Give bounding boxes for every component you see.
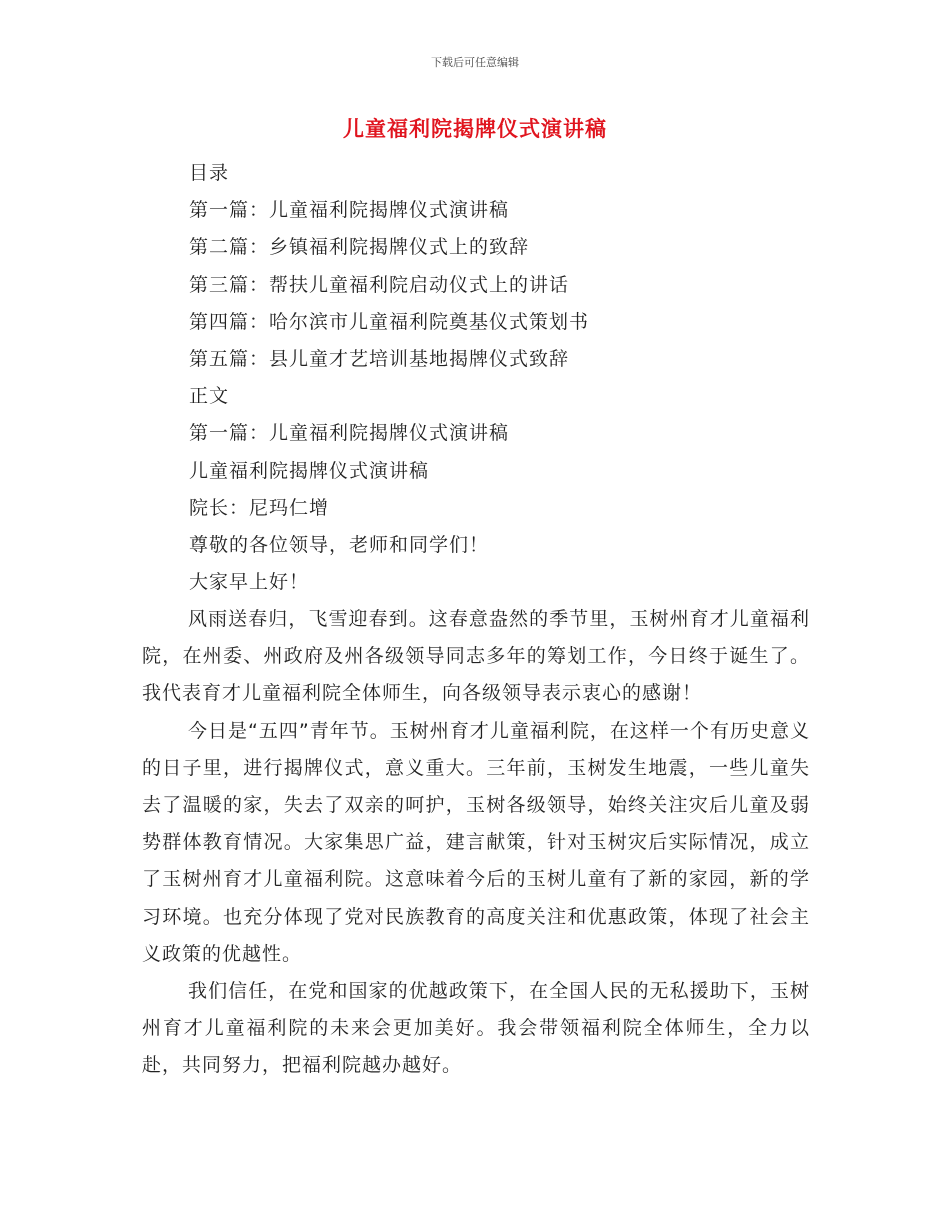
toc-item-5: 第五篇：县儿童才艺培训基地揭牌仪式致辞 xyxy=(189,347,570,370)
greeting: 大家早上好！ xyxy=(189,571,310,594)
toc-heading: 目录 xyxy=(189,162,230,184)
paragraph-1: 风雨送春归，飞雪迎春到。这春意盎然的季节里，玉树州育才儿童福利院，在州委、州政府及州各级领导同志多年的筹划工作，今日终于诞生了。我代表育才儿童福利院全体师生，向各级领导表示衷心的感谢！ xyxy=(142,608,810,705)
speaker-line: 院长：尼玛仁增 xyxy=(189,496,330,519)
section-heading: 第一篇：儿童福利院揭牌仪式演讲稿 xyxy=(189,422,510,445)
header-note: 下载后可任意编辑 xyxy=(431,56,519,69)
salutation: 尊敬的各位领导，老师和同学们！ xyxy=(189,533,490,556)
document-title: 儿童福利院揭牌仪式演讲稿 xyxy=(343,117,607,141)
paragraph-3: 我们信任，在党和国家的优越政策下，在全国人民的无私援助下，玉树州育才儿童福利院的未来会更加美好。我会带领福利院全体师生，全力以赴，共同努力，把福利院越办越好。 xyxy=(142,980,810,1077)
toc-item-3: 第三篇：帮扶儿童福利院启动仪式上的讲话 xyxy=(189,273,570,296)
body-heading: 正文 xyxy=(189,385,230,408)
paragraph-2: 今日是“五四”青年节。玉树州育才儿童福利院，在这样一个有历史意义的日子里，进行揭牌仪式，意义重大。三年前，玉树发生地震，一些儿童失去了温暖的家，失去了双亲的呵护，玉树各级领导，始终关注灾后儿童及弱势群体教育情况。大家集思广益，建言献策，针对玉树灾后实际情况，成立了玉树州育才儿童福利院。这意味着今后的玉树儿童有了新的家园，新的学习环境。也充分体现了党对民族教育的高度关注和优惠政策，体现了社会主义政策的优越性。 xyxy=(142,719,810,965)
toc-item-2: 第二篇：乡镇福利院揭牌仪式上的致辞 xyxy=(189,236,530,259)
table-of-contents xyxy=(189,155,589,601)
toc-item-1: 第一篇：儿童福利院揭牌仪式演讲稿 xyxy=(189,199,510,222)
toc-item-4: 第四篇：哈尔滨市儿童福利院奠基仪式策划书 xyxy=(189,310,590,333)
speech-title: 儿童福利院揭牌仪式演讲稿 xyxy=(189,459,430,482)
speech-body xyxy=(142,601,810,1085)
